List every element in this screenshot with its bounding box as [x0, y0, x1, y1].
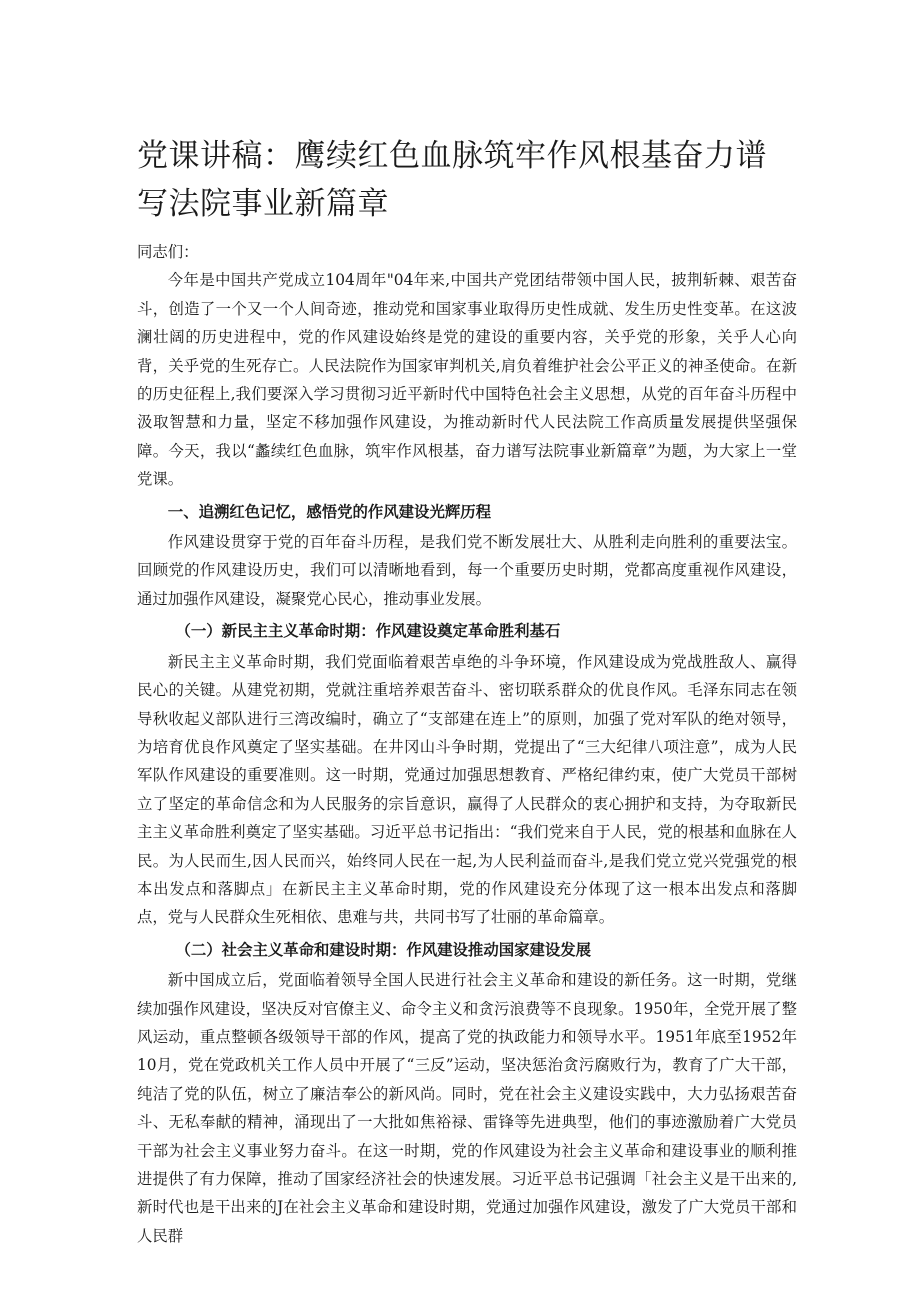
section-1-intro-paragraph: 作风建设贯穿于党的百年奋斗历程，是我们党不断发展壮大、从胜利走向胜利的重要法宝。回顾党的作风建设历史，我们可以清晰地看到，每一个重要历史时期，党都高度重视作风建设，通过加强作风建设，凝聚党心民心，推动事业发展。 — [137, 533, 797, 608]
section-heading-1: 一、追溯红色记忆，感悟党的作风建设光辉历程 — [167, 502, 492, 521]
subsection-2-paragraph: 新中国成立后，党面临着领导全国人民进行社会主义革命和建设的新任务。这一时期，党继续加强作风建设，坚决反对官僚主义、命令主义和贪污浪费等不良现象。1950年，全党开展了整风运动，重点整顿各级领导干部的作风，提高了党的执政能力和领导水平。1951年底至1952年10月，党在党政机关工作人员中开展了“三反”运动，坚决惩治贪污腐败行为，教育了广大干部，纯洁了党的队伍，树立了廉洁奉公的新风尚。同时，党在社会主义建设实践中，大力弘扬艰苦奋斗、无私奉献的精神，涌现出了一大批如焦裕禄、雷锋等先进典型，他们的事迹激励着广大党员干部为社会主义事业努力奋斗。在这一时期，党的作风建设为社会主义革命和建设事业的顺利推进提供了有力保障，推动了国家经济社会的快速发展。习近平总书记强调「社会主义是干出来的,新时代也是干出来的J在社会主义革命和建设时期，党通过加强作风建设，激发了广大党员干部和人民群 — [137, 971, 797, 1245]
subsection-heading-2: （二）社会主义革命和建设时期：作风建设推动国家建设发展 — [175, 940, 592, 959]
intro-paragraph: 今年是中国共产党成立104周年"04年来,中国共产党团结带领中国人民，披荆斩棘、艰苦奋斗，创造了一个又一个人间奇迹，推动党和国家事业取得历史性成就、发生历史性变革。在这波澜壮阔的历史进程中，党的作风建设始终是党的建设的重要内容，关乎党的形象，关乎人心向背，关乎党的生死存亡。人民法院作为国家审判机关,肩负着维护社会公平正义的神圣使命。在新的历史征程上,我们要深入学习贯彻习近平新时代中国特色社会主义思想，从党的百年奋斗历程中汲取智慧和力量，坚定不移加强作风建设，为推动新时代人民法院工作高质量发展提供坚强保障。今天，我以“蠡续红色血脉，筑牢作风根基，奋力谱写法院事业新篇章”为题，为大家上一堂党课。 — [137, 271, 797, 489]
subsection-heading-1: （一）新民主主义革命时期：作风建设奠定革命胜利基石 — [175, 622, 561, 641]
greeting: 同志们： — [137, 243, 199, 261]
subsection-1-paragraph: 新民主主义革命时期，我们党面临着艰苦卓绝的斗争环境，作风建设成为党战胜敌人、赢得民心的关键。从建党初期，党就注重培养艰苦奋斗、密切联系群众的优良作风。毛泽东同志在领导秋收起义部队进行三湾改编时，确立了“支部建在连上”的原则，加强了党对军队的绝对领导，为培育优良作风奠定了坚实基础。在井冈山斗争时期，党提出了“三大纪律八项注意”，成为人民军队作风建设的重要准则。这一时期，党通过加强思想教育、严格纪律约束，使广大党员干部树立了坚定的革命信念和为人民服务的宗旨意识，赢得了人民群众的衷心拥护和支持，为夺取新民主主义革命胜利奠定了坚实基础。习近平总书记指出：“我们党来自于人民，党的根基和血脉在人民。为人民而生,因人民而兴，始终同人民在一起,为人民利益而奋斗,是我们党立党兴党强党的根本出发点和落脚点」在新民主主义革命时期，党的作风建设充分体现了这一根本出发点和落脚点，党与人民群众生死相依、患难与共，共同书写了壮丽的革命篇章。 — [137, 652, 797, 927]
document-body — [137, 238, 797, 1250]
document-title: 党课讲稿：鹰续红色血脉筑牢作风根基奋力谱写法院事业新篇章 — [137, 138, 767, 222]
